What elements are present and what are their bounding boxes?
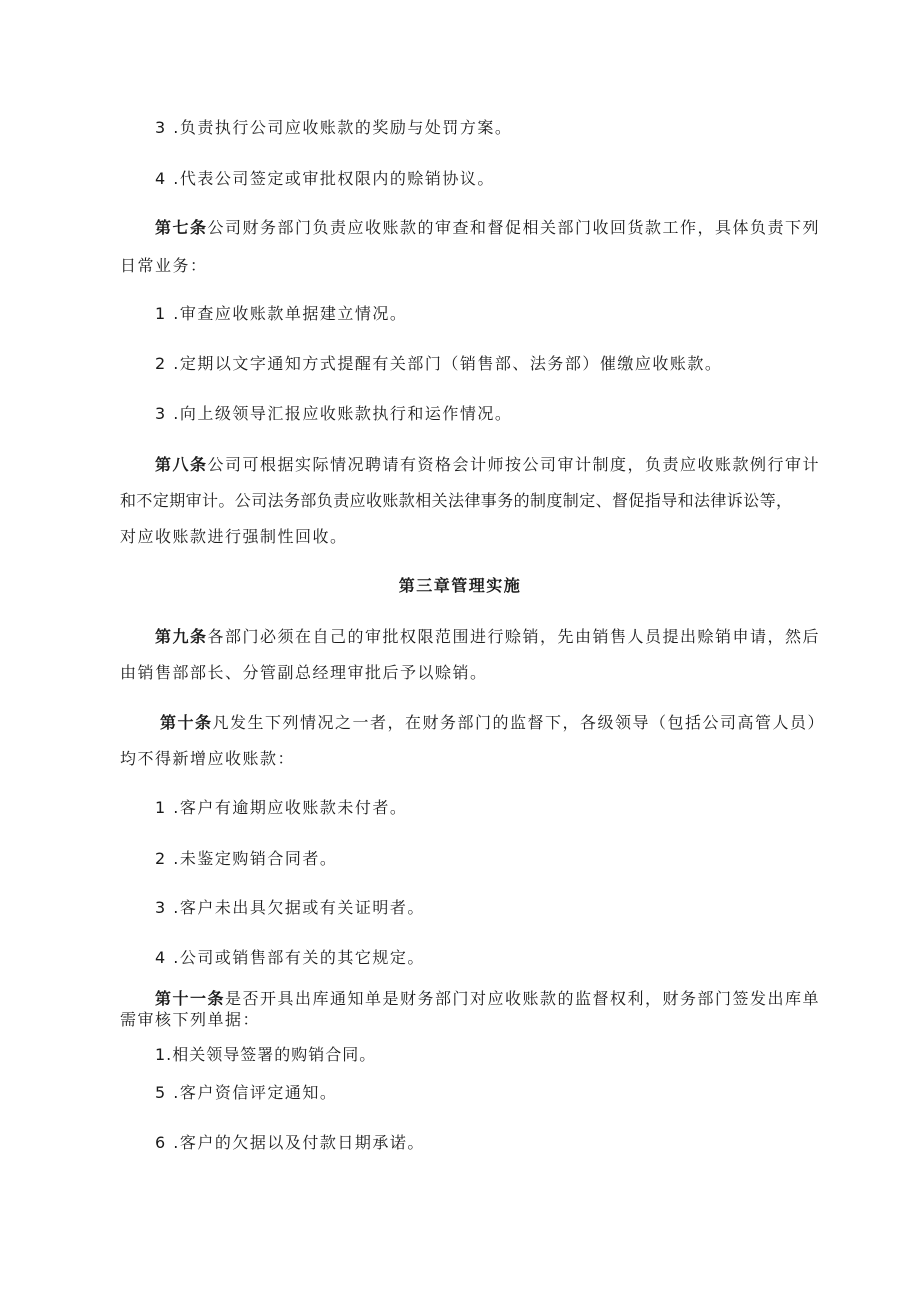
article-9-label: 第九条 [155,627,208,646]
article-10-line-1: 第十条凡发生下列情况之一者，在财务部门的监督下，各级领导（包括公司高管人员） [160,713,826,732]
list-item: 3 .向上级领导汇报应收账款执行和运作情况。 [155,404,513,423]
article-7-line-2: 日常业务： [120,256,208,275]
article-8-line-2: 和不定期审计。公司法务部负责应收账款相关法律事务的制度制定、督促指导和法律诉讼等， [120,491,793,510]
article-11-line-2: 需审核下列单据： [120,1010,261,1029]
list-item: 3 .客户未出具欠据或有关证明者。 [155,898,425,917]
article-10-label: 第十条 [160,713,213,732]
chapter-title: 第三章管理实施 [398,576,522,595]
list-item: 4 .公司或销售部有关的其它规定。 [155,948,425,967]
list-item: 1 .客户有逾期应收账款未付者。 [155,798,408,817]
article-7-line-1: 第七条公司财务部门负责应收账款的审查和督促相关部门收回货款工作，具体负责下列 [155,218,821,237]
list-item: 2 .定期以文字通知方式提醒有关部门（销售部、法务部）催缴应收账款。 [155,354,723,373]
article-8-label: 第八条 [155,455,208,474]
article-9-line-1: 第九条各部门必须在自己的审批权限范围进行赊销，先由销售人员提出赊销申请，然后 [155,627,821,646]
list-item: 1 .审查应收账款单据建立情况。 [155,304,408,323]
article-9-line-2: 由销售部部长、分管副总经理审批后予以赊销。 [120,663,488,682]
list-item: 6 .客户的欠据以及付款日期承诺。 [155,1133,425,1152]
article-11-label: 第十一条 [155,989,226,1008]
list-item: 3 .负责执行公司应收账款的奖励与处罚方案。 [155,118,513,137]
article-8-line-3: 对应收账款进行强制性回收。 [120,527,348,546]
article-10-line-2: 均不得新增应收账款： [120,749,296,768]
article-11-line-1: 第十一条是否开具出库通知单是财务部门对应收账款的监督权利，财务部门签发出库单 [155,989,821,1008]
list-item: 4 .代表公司签定或审批权限内的赊销协议。 [155,169,495,188]
list-item: 2 .未鉴定购销合同者。 [155,849,338,868]
article-7-label: 第七条 [155,218,208,237]
article-8-line-1: 第八条公司可根据实际情况聘请有资格会计师按公司审计制度，负责应收账款例行审计 [155,455,821,474]
list-item: 1.相关领导签署的购销合同。 [155,1045,377,1064]
list-item: 5 .客户资信评定通知。 [155,1083,338,1102]
